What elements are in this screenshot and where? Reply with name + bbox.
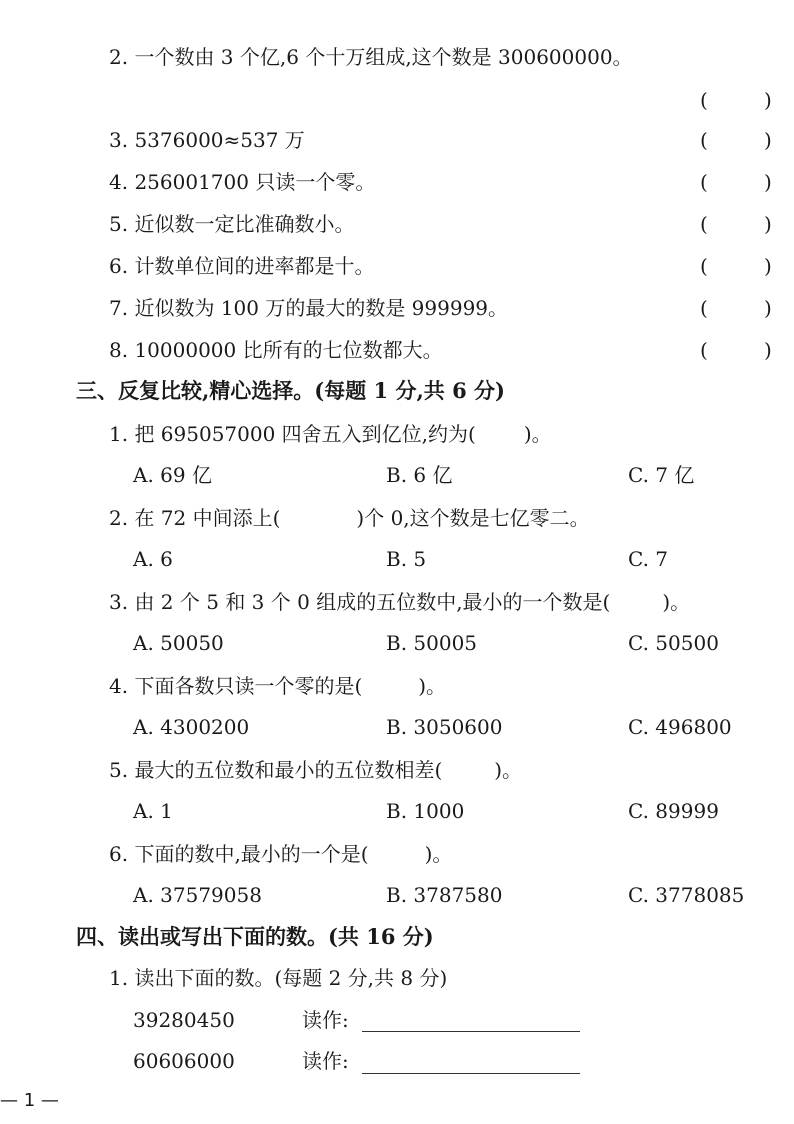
question-text: 1. 把 695057000 四舍五入到亿位,约为( <box>109 422 476 446</box>
option-c[interactable]: C. 7 亿 <box>628 463 695 487</box>
paren-left: ( <box>700 128 708 152</box>
paren-left: ( <box>700 296 708 320</box>
option-b[interactable]: B. 3050600 <box>386 715 503 739</box>
option-c[interactable]: C. 50500 <box>628 631 719 655</box>
question-text-end: )。 <box>494 758 523 782</box>
question-text: 4. 下面各数只读一个零的是( <box>109 674 363 698</box>
read-as-label: 读作: <box>302 1008 349 1032</box>
option-b[interactable]: B. 5 <box>386 547 427 571</box>
choice-question-5 <box>109 757 522 783</box>
option-a[interactable]: A. 1 <box>133 799 173 823</box>
section-3-title: 三、反复比较,精心选择。(每题 1 分,共 6 分) <box>76 378 505 403</box>
option-b[interactable]: B. 6 亿 <box>386 463 453 487</box>
page-number: — 1 — <box>0 1090 59 1111</box>
judgment-item-2: 2. 一个数由 3 个亿,6 个十万组成,这个数是 300600000。 <box>109 45 633 69</box>
subquestion-1: 1. 读出下面的数。(每题 2 分,共 8 分) <box>109 966 448 990</box>
question-text-end: )。 <box>523 422 552 446</box>
choice-question-2 <box>109 505 590 531</box>
number-to-read: 39280450 <box>133 1008 235 1032</box>
choice-question-3 <box>109 589 690 615</box>
answer-line[interactable] <box>362 1073 580 1074</box>
paren-left: ( <box>700 338 708 362</box>
paren-right: ) <box>764 128 772 152</box>
judgment-item-8: 8. 10000000 比所有的七位数都大。 <box>109 338 443 362</box>
option-c[interactable]: C. 3778085 <box>628 883 745 907</box>
choice-question-4 <box>109 673 446 699</box>
paren-left: ( <box>700 88 708 112</box>
choice-question-1 <box>109 421 552 447</box>
paren-left: ( <box>700 212 708 236</box>
option-a[interactable]: A. 4300200 <box>133 715 250 739</box>
question-text: 2. 在 72 中间添上( <box>109 506 281 530</box>
option-a[interactable]: A. 37579058 <box>133 883 262 907</box>
judgment-item-4: 4. 256001700 只读一个零。 <box>109 170 376 194</box>
question-text: 5. 最大的五位数和最小的五位数相差( <box>109 758 443 782</box>
paren-right: ) <box>764 296 772 320</box>
judgment-item-6: 6. 计数单位间的进率都是十。 <box>109 254 375 278</box>
option-a[interactable]: A. 69 亿 <box>133 463 212 487</box>
section-4-title: 四、读出或写出下面的数。(共 16 分) <box>76 924 434 949</box>
option-a[interactable]: A. 6 <box>133 547 173 571</box>
judgment-item-7: 7. 近似数为 100 万的最大的数是 999999。 <box>109 296 509 320</box>
paren-right: ) <box>764 338 772 362</box>
question-text: 3. 由 2 个 5 和 3 个 0 组成的五位数中,最小的一个数是( <box>109 590 611 614</box>
paren-left: ( <box>700 170 708 194</box>
question-text-end: )个 0,这个数是七亿零二。 <box>356 506 590 530</box>
question-text-end: )。 <box>662 590 691 614</box>
question-text: 6. 下面的数中,最小的一个是( <box>109 842 369 866</box>
paren-right: ) <box>764 254 772 278</box>
option-c[interactable]: C. 7 <box>628 547 669 571</box>
option-c[interactable]: C. 89999 <box>628 799 719 823</box>
judgment-item-3: 3. 5376000≈537 万 <box>109 128 305 152</box>
option-b[interactable]: B. 3787580 <box>386 883 503 907</box>
option-a[interactable]: A. 50050 <box>133 631 224 655</box>
number-to-read: 60606000 <box>133 1049 235 1073</box>
option-b[interactable]: B. 1000 <box>386 799 465 823</box>
choice-question-6 <box>109 841 452 867</box>
paren-left: ( <box>700 254 708 278</box>
judgment-item-5: 5. 近似数一定比准确数小。 <box>109 212 355 236</box>
question-text-end: )。 <box>424 842 453 866</box>
paren-right: ) <box>764 170 772 194</box>
option-c[interactable]: C. 496800 <box>628 715 732 739</box>
paren-right: ) <box>764 88 772 112</box>
answer-line[interactable] <box>362 1031 580 1032</box>
read-as-label: 读作: <box>302 1049 349 1073</box>
paren-right: ) <box>764 212 772 236</box>
option-b[interactable]: B. 50005 <box>386 631 478 655</box>
question-text-end: )。 <box>418 674 447 698</box>
